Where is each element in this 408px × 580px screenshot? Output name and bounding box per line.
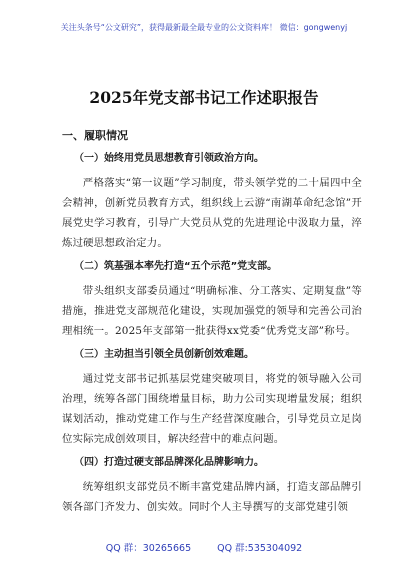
document-title: 2025年党支部书记工作述职报告 <box>89 88 319 107</box>
footer-qq-group-1: QQ 群：30265665 <box>105 543 192 554</box>
section-heading: 一、履职情况 <box>62 129 128 142</box>
subsection-heading-2: （二）筑基强本率先打造“五个示范”党支部。 <box>74 261 278 272</box>
document-body <box>62 127 362 517</box>
subsection-heading-4: （四）打造过硬支部品牌深化品牌影响力。 <box>74 457 264 468</box>
paragraph-3: 通过党支部书记抓基层党建突破项目，将党的领导融入公司治理，统筹各部门围绕增量目标，助力公司实现增量发展；组织谋划活动，推动党建工作与生产经营深度融合，引导党员立足岗位实际完成创效项目，解决经营中的难点问题。 <box>62 373 362 445</box>
top-banner: 关注头条号“公文研究”，获得最新最全最专业的公文资料库！ 微信：gongwenyj <box>60 23 348 32</box>
paragraph-4: 统筹组织支部党员不断丰富党建品牌内涵，打造支部品牌引领各部门齐发力、创实效。同时个人主导撰写的支部党建引领 <box>62 481 362 513</box>
subsection-heading-1: （一）始终用党员思想教育引领政治方向。 <box>74 153 264 164</box>
paragraph-2: 带头组织支部委员通过“明确标准、分工落实、定期复盘”等措施，推进党支部规范化建设，实现加强党的领导和完善公司治理相统一。2025年支部第一批获得xx党委“优秀党支部”称号。 <box>62 285 362 337</box>
footer-qq-group-2: QQ 群:535304092 <box>217 543 303 554</box>
subsection-heading-3: （三）主动担当引领全员创新创效难题。 <box>74 349 254 360</box>
paragraph-1: 严格落实“第一议题”学习制度，带头领学党的二十届四中全会精神，创新党员教育方式，组织线上云游“南湖革命纪念馆”开展党史学习教育，引导广大党员从党的先进理论中汲取力量，淬炼过硬思想政治定力。 <box>62 177 362 249</box>
footer <box>0 540 408 554</box>
